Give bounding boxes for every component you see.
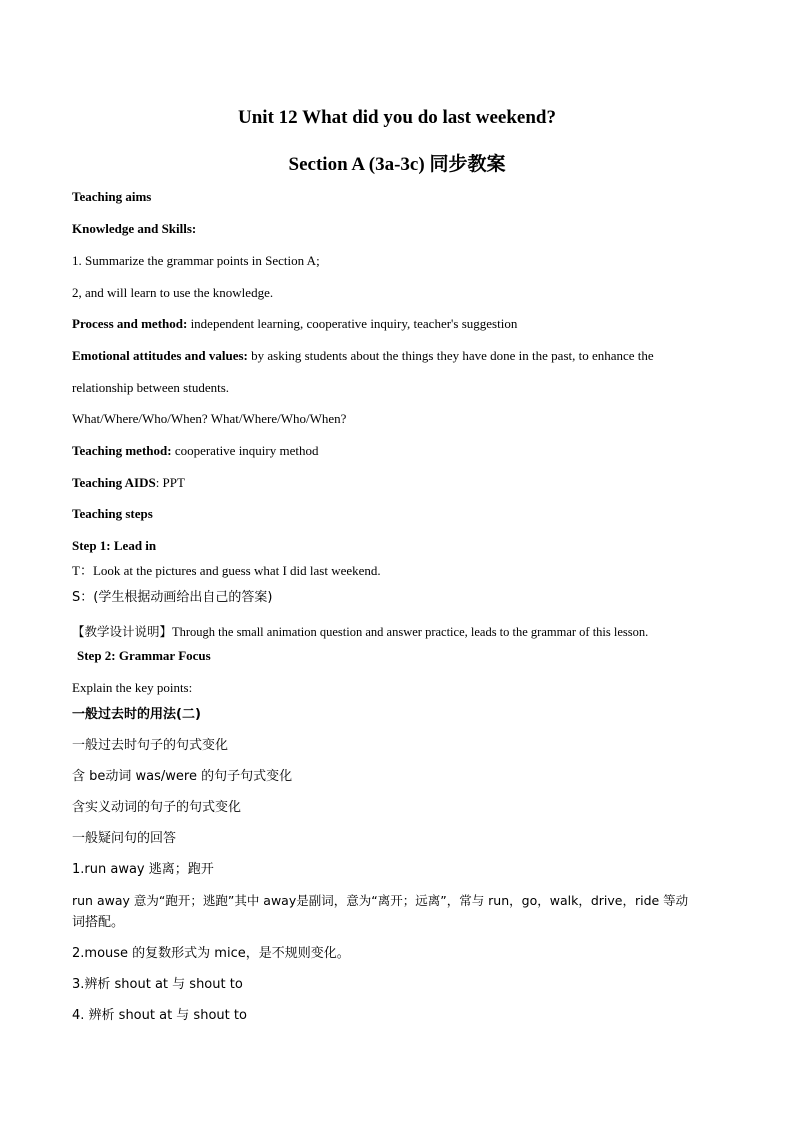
teacher-line: T：Look at the pictures and guess what I did last weekend. <box>72 563 381 578</box>
grammar-point-3: 含实义动词的句子的句式变化 <box>72 800 242 815</box>
process-label: Process and method: <box>72 316 188 331</box>
method-label: Teaching method: <box>72 443 172 458</box>
process-text: independent learning, cooperative inquiry, teacher's suggestion <box>187 316 518 331</box>
emotional-text: by asking students about the things they have done in the past, to enhance the <box>247 348 654 363</box>
run-away-explanation: run away 意为“跑开；逃跑”其中 away是副词，意为“离开；远离”，常与 run，go，walk，drive，ride 等动 <box>72 893 689 908</box>
shout-note-4: 4. 辨析 shout at 与 shout to <box>72 1008 247 1023</box>
teaching-aims-heading: Teaching aims <box>72 189 152 204</box>
document-title: Unit 12 What did you do last weekend? <box>238 107 556 128</box>
step2-heading: Step 2: Grammar Focus <box>77 648 211 663</box>
process-method-line <box>72 316 732 332</box>
teaching-aids-line <box>72 475 732 491</box>
grammar-point-1: 一般过去时句子的句式变化 <box>72 738 229 753</box>
explain-line: Explain the key points: <box>72 680 193 695</box>
method-text: cooperative inquiry method <box>171 443 319 458</box>
knowledge-skills-heading: Knowledge and Skills: <box>72 221 197 236</box>
grammar-point-4: 一般疑问句的回答 <box>72 831 177 846</box>
emotional-line-2: relationship between students. <box>72 380 230 395</box>
teaching-steps-heading: Teaching steps <box>72 506 153 521</box>
document-subtitle <box>0 149 794 176</box>
run-away-explanation-2: 词搭配。 <box>72 915 125 930</box>
aim-item-1: 1. Summarize the grammar points in Section A; <box>72 253 320 268</box>
grammar-heading-cn: 一般过去时的用法(二) <box>72 707 201 722</box>
mouse-note: 2.mouse 的复数形式为 mice，是不规则变化。 <box>72 946 350 961</box>
aids-text: : PPT <box>155 475 185 490</box>
teaching-method-line <box>72 443 732 459</box>
aids-label: Teaching AIDS <box>72 475 156 490</box>
shout-note-3: 3.辨析 shout at 与 shout to <box>72 977 243 992</box>
questions-line: What/Where/Who/When? What/Where/Who/When? <box>72 411 347 426</box>
subtitle-text: Section A (3a-3c) 同步教案 <box>288 154 506 175</box>
step1-heading: Step 1: Lead in <box>72 538 157 553</box>
emotional-label: Emotional attitudes and values: <box>72 348 248 363</box>
design-note: 【教学设计说明】Through the small animation question and answer practice, leads to the grammar of this lesson. <box>72 625 649 639</box>
grammar-point-2: 含 be动词 was/were 的句子句式变化 <box>72 769 293 784</box>
emotional-line <box>72 348 732 364</box>
run-away-heading: 1.run away 逃离；跑开 <box>72 862 214 877</box>
aim-item-2: 2, and will learn to use the knowledge. <box>72 285 274 300</box>
student-line: S：(学生根据动画给出自己的答案) <box>72 590 273 605</box>
